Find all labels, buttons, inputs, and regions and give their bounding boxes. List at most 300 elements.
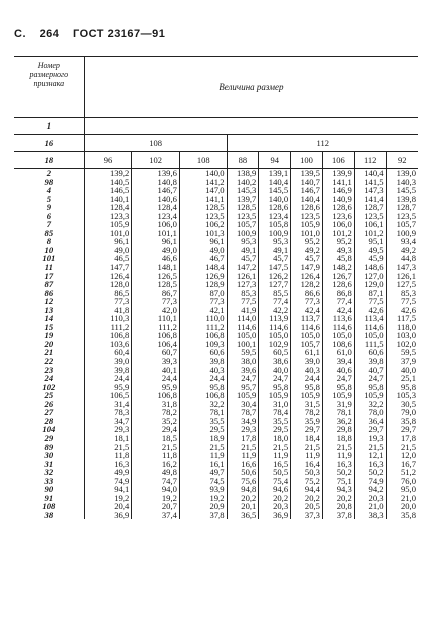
table-cell: 42,6 (354, 306, 386, 315)
table-cell: 140,0 (179, 169, 227, 178)
table-cell: 35,5 (259, 417, 291, 426)
row-number: 22 (44, 356, 54, 367)
table-cell: 49,0 (179, 246, 227, 255)
table-cell: 128,6 (322, 203, 354, 212)
table-cell: 95,8 (322, 383, 354, 392)
table-cell: 40,0 (386, 366, 418, 375)
table-cell: 36,9 (84, 511, 132, 520)
table-cell: 147,2 (227, 263, 259, 272)
table-cell: 36,4 (354, 417, 386, 426)
table-cell: 110,3 (84, 314, 132, 323)
row-number: 91 (44, 492, 54, 503)
table-cell: 42,6 (386, 306, 418, 315)
table-cell: 106,0 (132, 220, 180, 229)
table-cell: 24,7 (322, 374, 354, 383)
row-number: 108 (42, 501, 56, 512)
table-cell: 94,0 (132, 485, 180, 494)
row-number: 90 (44, 484, 54, 495)
table-cell: 146,5 (84, 186, 132, 195)
table-cell: 59,5 (386, 348, 418, 357)
table-cell: 110,1 (132, 314, 180, 323)
table-cell: 29,7 (386, 425, 418, 434)
table-cell: 50,5 (259, 468, 291, 477)
table-cell: 126,9 (179, 272, 227, 281)
table-cell: 42,4 (291, 306, 323, 315)
table-cell: 75,2 (291, 477, 323, 486)
table-cell: 140,5 (84, 178, 132, 187)
table-cell: 20,3 (354, 494, 386, 503)
table-cell: 105,0 (354, 331, 386, 340)
table-cell: 49,2 (291, 246, 323, 255)
table-cell: 30,5 (386, 400, 418, 409)
table-cell: 24,4 (291, 374, 323, 383)
table-cell: 60,6 (179, 348, 227, 357)
table-cell: 78,1 (179, 408, 227, 417)
table-cell: 77,3 (179, 297, 227, 306)
table-cell: 24,4 (132, 374, 180, 383)
table-cell: 75,6 (227, 477, 259, 486)
table-cell: 103,0 (386, 331, 418, 340)
table-cell: 49,1 (227, 246, 259, 255)
column-header: 88 (227, 152, 259, 169)
table-cell: 101,0 (291, 229, 323, 238)
table-cell: 128,6 (259, 203, 291, 212)
table-cell: 86,8 (322, 289, 354, 298)
table-cell: 141,1 (179, 195, 227, 204)
table-cell: 114,6 (291, 323, 323, 332)
table-cell: 37,9 (386, 357, 418, 366)
table-cell: 61,0 (322, 348, 354, 357)
table-cell: 94,3 (322, 485, 354, 494)
table-cell: 59,5 (227, 348, 259, 357)
table-cell: 29,4 (132, 425, 180, 434)
table-cell: 49,0 (84, 246, 132, 255)
table-cell: 105,7 (386, 220, 418, 229)
table-cell: 74,5 (179, 477, 227, 486)
row-number: 11 (44, 262, 53, 273)
table-cell: 29,3 (227, 425, 259, 434)
table-cell: 11,9 (291, 451, 323, 460)
table-cell: 145,5 (259, 186, 291, 195)
table-cell: 18,4 (291, 434, 323, 443)
table-cell: 60,7 (132, 348, 180, 357)
table-cell: 95,7 (227, 383, 259, 392)
table-cell: 123,5 (179, 212, 227, 221)
table-cell: 20,2 (291, 494, 323, 503)
table-cell: 96,1 (84, 237, 132, 246)
table-cell: 30,4 (227, 400, 259, 409)
row-number: 25 (44, 390, 54, 401)
table-row (14, 511, 418, 520)
table-cell: 18,5 (132, 434, 180, 443)
table-cell: 148,1 (132, 263, 180, 272)
row1-values (84, 118, 418, 135)
column-header: 100 (291, 152, 323, 169)
table-cell: 126,1 (386, 272, 418, 281)
table-cell: 100,1 (227, 340, 259, 349)
table-cell: 114,6 (322, 323, 354, 332)
table-cell: 79,0 (386, 408, 418, 417)
table-cell: 114,0 (227, 314, 259, 323)
table-cell: 126,4 (291, 272, 323, 281)
table-cell: 140,4 (259, 178, 291, 187)
table-cell: 21,5 (291, 443, 323, 452)
table-cell: 40,6 (322, 366, 354, 375)
table-cell: 17,8 (227, 434, 259, 443)
table-cell: 11,9 (227, 451, 259, 460)
table-cell: 20,4 (84, 502, 132, 511)
table-cell: 141,1 (322, 178, 354, 187)
table-cell: 95,8 (259, 383, 291, 392)
dimension-table (14, 56, 418, 519)
table-cell: 146,7 (291, 186, 323, 195)
table-cell: 21,0 (354, 502, 386, 511)
table-cell: 24,4 (84, 374, 132, 383)
table-cell: 95,3 (227, 237, 259, 246)
row-number: 102 (42, 381, 56, 392)
table-cell: 45,7 (291, 254, 323, 263)
table-cell: 140,2 (227, 178, 259, 187)
table-cell: 39,4 (322, 357, 354, 366)
row-number: 14 (44, 313, 54, 324)
row-number: 13 (44, 304, 54, 315)
table-cell: 78,7 (227, 408, 259, 417)
table-cell: 16,5 (259, 460, 291, 469)
row-number: 12 (44, 296, 54, 307)
table-cell: 141,4 (354, 195, 386, 204)
table-cell: 123,5 (386, 212, 418, 221)
table-cell: 77,5 (227, 297, 259, 306)
table-cell: 19,2 (84, 494, 132, 503)
table-cell: 105,9 (84, 220, 132, 229)
table-cell: 114,6 (354, 323, 386, 332)
table-cell: 129,0 (354, 280, 386, 289)
table-cell: 16,4 (291, 460, 323, 469)
table-cell: 20,9 (179, 502, 227, 511)
table-cell: 29,5 (179, 425, 227, 434)
row-number: 26 (44, 398, 54, 409)
table-cell: 95,8 (291, 383, 323, 392)
table-cell: 128,6 (322, 280, 354, 289)
row-number: 86 (44, 287, 54, 298)
row16-value-right: 112 (227, 135, 418, 152)
table-cell: 100,9 (227, 229, 259, 238)
table-cell: 36,2 (322, 417, 354, 426)
table-cell: 96,1 (179, 237, 227, 246)
table-cell: 60,6 (354, 348, 386, 357)
table-cell: 31,4 (84, 400, 132, 409)
column-header: 112 (354, 152, 386, 169)
table-cell: 31,5 (291, 400, 323, 409)
row-number: 98 (44, 176, 54, 187)
table-cell: 147,5 (259, 263, 291, 272)
table-cell: 140,3 (386, 178, 418, 187)
table-cell: 128,0 (84, 280, 132, 289)
table-cell: 141,5 (354, 178, 386, 187)
table-cell: 113,4 (354, 314, 386, 323)
table-cell: 105,0 (259, 331, 291, 340)
table-cell: 123,5 (227, 212, 259, 221)
table-cell: 111,2 (132, 323, 180, 332)
table-cell: 18,8 (322, 434, 354, 443)
table-cell: 16,3 (354, 460, 386, 469)
table-cell: 16,3 (322, 460, 354, 469)
table-cell: 51,2 (386, 468, 418, 477)
table-cell: 139,7 (227, 195, 259, 204)
table-cell: 38,3 (354, 511, 386, 520)
table-cell: 85,3 (227, 289, 259, 298)
table-cell: 20,2 (322, 494, 354, 503)
table-cell: 139,5 (291, 169, 323, 178)
table-cell: 39,6 (227, 366, 259, 375)
table-cell: 21,5 (322, 443, 354, 452)
table-cell: 18,0 (259, 434, 291, 443)
table-cell: 16,2 (132, 460, 180, 469)
table-cell: 21,5 (386, 443, 418, 452)
table-cell: 103,6 (84, 340, 132, 349)
table-cell: 85,3 (386, 289, 418, 298)
row-number: 9 (46, 202, 51, 213)
table-cell: 49,5 (354, 246, 386, 255)
table-cell: 20,2 (259, 494, 291, 503)
table-cell: 140,6 (132, 195, 180, 204)
table-cell: 11,9 (259, 451, 291, 460)
table-cell: 87,0 (179, 289, 227, 298)
table-cell: 31,0 (259, 400, 291, 409)
table-cell: 113,6 (322, 314, 354, 323)
row-number: 89 (44, 441, 54, 452)
row-number: 32 (44, 467, 54, 478)
table-cell: 128,5 (227, 203, 259, 212)
row-number: 85 (44, 227, 54, 238)
table-cell: 46,6 (132, 254, 180, 263)
table-cell: 77,3 (291, 297, 323, 306)
table-cell: 86,7 (132, 289, 180, 298)
row-number: 87 (44, 279, 54, 290)
column-header: 108 (179, 152, 227, 169)
table-cell: 75,4 (259, 477, 291, 486)
table-cell: 60,4 (84, 348, 132, 357)
table-cell: 126,5 (132, 272, 180, 281)
table-cell: 39,3 (132, 357, 180, 366)
row-number: 38 (44, 509, 54, 520)
row-number: 15 (44, 321, 54, 332)
table-cell: 140,4 (291, 195, 323, 204)
table-cell: 147,3 (386, 263, 418, 272)
table-cell: 128,9 (179, 280, 227, 289)
table-cell: 140,7 (291, 178, 323, 187)
table-cell: 106,5 (84, 391, 132, 400)
table-cell: 36,9 (259, 511, 291, 520)
table-cell: 20,1 (227, 502, 259, 511)
row-number: 7 (46, 219, 51, 230)
table-cell: 118,0 (386, 323, 418, 332)
column-header: 102 (132, 152, 180, 169)
row-number: 21 (44, 347, 54, 358)
table-cell: 78,3 (84, 408, 132, 417)
table-cell: 106,8 (132, 391, 180, 400)
table-cell: 100,9 (259, 229, 291, 238)
column-header: 106 (322, 152, 354, 169)
table-cell: 147,7 (84, 263, 132, 272)
table-cell: 146,9 (322, 186, 354, 195)
table-cell: 37,4 (132, 511, 180, 520)
table-cell: 102,9 (259, 340, 291, 349)
table-cell: 25,1 (386, 374, 418, 383)
table-cell: 117,5 (386, 314, 418, 323)
value-header: Величина размер (84, 57, 418, 118)
table-cell: 45,9 (354, 254, 386, 263)
table-cell: 11,8 (84, 451, 132, 460)
table-cell: 77,4 (322, 297, 354, 306)
table-cell: 38,0 (227, 357, 259, 366)
table-cell: 78,4 (259, 408, 291, 417)
table-cell: 139,8 (386, 195, 418, 204)
table-cell: 128,7 (386, 203, 418, 212)
table-cell: 128,4 (132, 203, 180, 212)
table-cell: 16,6 (227, 460, 259, 469)
row-header: Номер размерного признака (14, 57, 84, 118)
table-cell: 17,8 (386, 434, 418, 443)
row-number: 10 (44, 244, 54, 255)
table-cell: 35,8 (386, 511, 418, 520)
table-cell: 106,4 (132, 340, 180, 349)
table-cell: 29,8 (322, 425, 354, 434)
table-cell: 16,3 (84, 460, 132, 469)
table-cell: 40,3 (291, 366, 323, 375)
table-cell: 39,8 (354, 357, 386, 366)
table-cell: 105,3 (386, 391, 418, 400)
table-cell: 61,1 (291, 348, 323, 357)
table-cell: 78,1 (322, 408, 354, 417)
table-cell: 105,8 (259, 220, 291, 229)
table-cell: 75,1 (322, 477, 354, 486)
table-cell: 111,5 (354, 340, 386, 349)
table-cell: 128,5 (132, 280, 180, 289)
table-cell: 126,7 (322, 272, 354, 281)
row-number: 4 (46, 185, 51, 196)
row-number: 30 (44, 450, 54, 461)
table-cell: 19,3 (354, 434, 386, 443)
table-cell: 105,0 (322, 331, 354, 340)
table-cell: 50,6 (227, 468, 259, 477)
table-cell: 60,5 (259, 348, 291, 357)
table-cell: 114,6 (227, 323, 259, 332)
table-cell: 50,3 (291, 468, 323, 477)
table-cell: 138,9 (227, 169, 259, 178)
table-cell: 147,0 (179, 186, 227, 195)
table-cell: 127,0 (354, 272, 386, 281)
table-cell: 20,3 (259, 502, 291, 511)
table-cell: 78,0 (354, 408, 386, 417)
table-cell: 111,2 (84, 323, 132, 332)
table-cell: 77,3 (84, 297, 132, 306)
table-cell: 95,8 (386, 383, 418, 392)
row16-value-left: 108 (84, 135, 227, 152)
table-cell: 105,9 (322, 391, 354, 400)
table-cell: 39,8 (84, 366, 132, 375)
table-cell: 139,6 (132, 169, 180, 178)
table-cell: 127,5 (386, 280, 418, 289)
table-cell: 126,2 (259, 272, 291, 281)
table-cell: 105,9 (354, 391, 386, 400)
table-cell: 77,4 (259, 297, 291, 306)
table-cell: 95,9 (84, 383, 132, 392)
table-cell: 20,0 (386, 502, 418, 511)
row-number: 20 (44, 338, 54, 349)
table-cell: 113,7 (291, 314, 323, 323)
row-label-16: 16 (14, 135, 84, 152)
table-body (14, 169, 418, 520)
table-cell: 141,2 (179, 178, 227, 187)
table-cell: 37,3 (291, 511, 323, 520)
table-cell: 31,9 (322, 400, 354, 409)
table-cell: 74,7 (132, 477, 180, 486)
table-cell: 35,5 (179, 417, 227, 426)
table-cell: 16,7 (386, 460, 418, 469)
table-cell: 128,4 (84, 203, 132, 212)
page-header (14, 28, 175, 40)
table-cell: 106,1 (354, 220, 386, 229)
table-cell: 16,1 (179, 460, 227, 469)
table-cell: 140,9 (322, 195, 354, 204)
table-cell: 105,9 (291, 391, 323, 400)
table-cell: 105,9 (291, 220, 323, 229)
table-cell: 32,2 (354, 400, 386, 409)
table-cell: 36,5 (227, 511, 259, 520)
table-cell: 41,9 (227, 306, 259, 315)
table-cell: 45,7 (259, 254, 291, 263)
row-number: 23 (44, 364, 54, 375)
row-number: 24 (44, 373, 54, 384)
page-letter: С. (14, 28, 26, 40)
table-cell: 101,2 (354, 229, 386, 238)
table-cell: 29,7 (291, 425, 323, 434)
table-cell: 123,5 (291, 212, 323, 221)
table-cell: 126,4 (84, 272, 132, 281)
column-header: 94 (259, 152, 291, 169)
table-cell: 77,5 (354, 297, 386, 306)
table-cell: 42,1 (179, 306, 227, 315)
table-cell: 105,7 (291, 340, 323, 349)
table-cell: 148,6 (354, 263, 386, 272)
table-cell: 139,1 (259, 169, 291, 178)
table-cell: 95,3 (259, 237, 291, 246)
table-cell: 34,7 (84, 417, 132, 426)
dimension-table-wrapper (14, 56, 418, 519)
table-cell: 95,8 (179, 383, 227, 392)
table-cell: 46,7 (179, 254, 227, 263)
row-number: 27 (44, 407, 54, 418)
table-cell: 76,0 (386, 477, 418, 486)
row-number: 31 (44, 458, 54, 469)
table-cell: 102,0 (386, 340, 418, 349)
table-cell: 45,8 (322, 254, 354, 263)
table-cell: 49,8 (132, 468, 180, 477)
table-cell: 139,0 (386, 169, 418, 178)
table-cell: 12,0 (386, 451, 418, 460)
table-cell: 49,9 (84, 468, 132, 477)
table-cell: 19,2 (132, 494, 180, 503)
row-number: 17 (44, 270, 54, 281)
table-cell: 12,1 (354, 451, 386, 460)
table-cell: 106,8 (179, 331, 227, 340)
table-cell: 21,5 (354, 443, 386, 452)
table-cell: 78,2 (291, 408, 323, 417)
row-number: 101 (42, 253, 56, 264)
table-cell: 128,6 (291, 203, 323, 212)
table-cell: 109,3 (179, 340, 227, 349)
